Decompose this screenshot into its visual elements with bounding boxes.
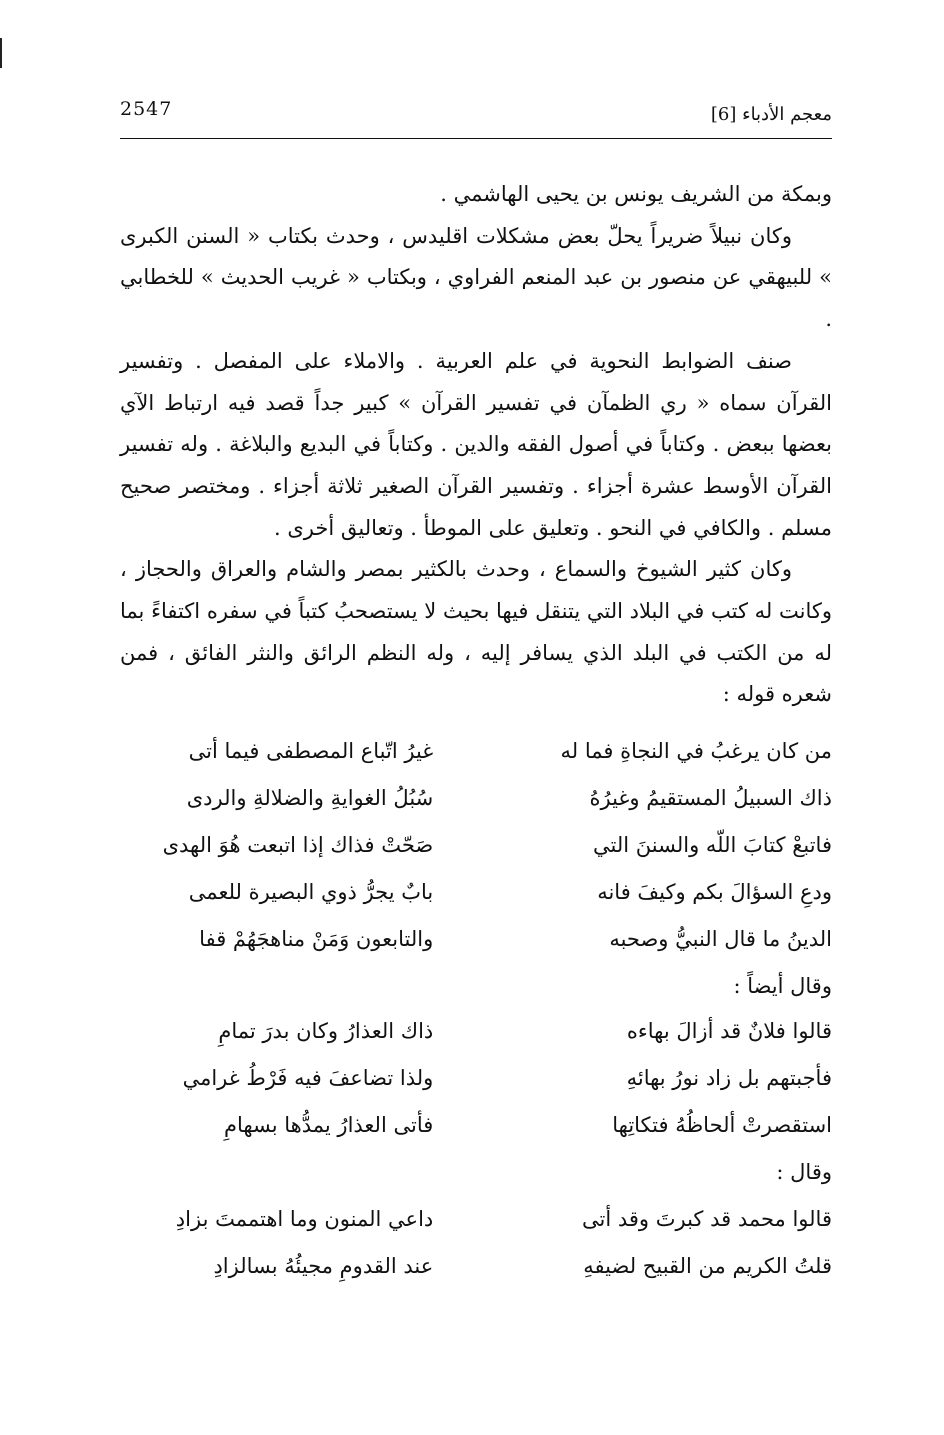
poem-first	[120, 728, 832, 1010]
verse-first-hemistich: ذاك السبيلُ المستقيمُ وغيرُهُ	[589, 786, 832, 810]
verse	[120, 822, 832, 869]
header-rule	[120, 138, 832, 139]
verse	[120, 869, 832, 916]
verse	[120, 1196, 832, 1243]
verse-first-hemistich: فاتبعْ كتابَ اللّه والسننَ التي	[593, 833, 832, 857]
verse-first-hemistich: من كان يرغبُ في النجاةِ فما له	[560, 739, 832, 763]
verse-second-hemistich: فأتى العذارُ يمدُّها بسهامِ	[223, 1113, 434, 1137]
verse	[120, 1243, 832, 1290]
verse-first-hemistich: ودعِ السؤالَ بكم وكيفَ فانه	[597, 880, 832, 904]
scan-edge-mark	[0, 38, 2, 68]
verse	[120, 1055, 832, 1102]
verse-first-hemistich: قلتُ الكريم من القبيح لضيفهِ	[583, 1254, 832, 1278]
verse-first-hemistich: فأجبتهم بل زاد نورُ بهائهِ	[626, 1066, 832, 1090]
page-number: 2547	[120, 98, 173, 120]
verse-first-hemistich: استقصرتْ ألحاظُهُ فتكاتِها	[612, 1113, 832, 1137]
verse-second-hemistich: ذاك العذارُ وكان بدرَ تمامِ	[218, 1019, 434, 1043]
prose-section	[120, 174, 832, 716]
poem-second	[120, 1008, 832, 1196]
verse	[120, 775, 832, 822]
page-header	[120, 96, 832, 136]
verse-second-hemistich: والتابعون وَمَنْ مناهجَهُمْ قفا	[199, 927, 434, 951]
paragraph: وكان كثير الشيوخ والسماع ، وحدث بالكثير بمصر والشام والعراق والحجاز ، وكانت له كتب في البلاد التي يتنقل فيها بحيث لا يستصحبُ كتباً في سفره اكتفاءً بما له من الكتب في البلد الذي يسافر إليه ، وله النظم الرائق والنثر الفائق ، فمن شعره قوله :	[120, 557, 832, 707]
paragraph: وكان نبيلاً ضريراً يحلّ بعض مشكلات اقليدس ، وحدث بكتاب « السنن الكبرى » للبيهقي عن منصور بن عبد المنعم الفراوي ، وبكتاب « غريب الحديث » للخطابي .	[120, 223, 832, 332]
verse-second-hemistich: داعي المنون وما اهتممتَ بزادِ	[175, 1207, 434, 1231]
verse-first-hemistich: قالوا فلانٌ قد أزالَ بهاءه	[626, 1019, 832, 1043]
verse	[120, 1102, 832, 1149]
verse-first-hemistich: الدينُ ما قال النبيُّ وصحبه	[609, 927, 832, 951]
verse	[120, 728, 832, 775]
verse-second-hemistich: بابٌ يجرُّ ذوي البصيرة للعمى	[188, 880, 434, 904]
paragraph: وبمكة من الشريف يونس بن يحيى الهاشمي .	[440, 182, 832, 206]
verse-second-hemistich: ولذا تضاعفَ فيه فَرْطُ غرامي	[182, 1066, 434, 1090]
verse-first-hemistich: قالوا محمد قد كبرتَ وقد أتى	[581, 1207, 832, 1231]
poem-third	[120, 1196, 832, 1290]
verse	[120, 916, 832, 963]
verse	[120, 1008, 832, 1055]
verse-second-hemistich: صَحّتْ فذاك إذا اتبعت هُوَ الهدى	[162, 833, 434, 857]
verse-second-hemistich: سُبُلُ الغوايةِ والضلالةِ والردى	[186, 786, 434, 810]
poem-intro: وقال أيضاً :	[733, 974, 832, 998]
poem-intro: وقال :	[776, 1160, 832, 1184]
running-title: معجم الأدباء [6]	[710, 104, 832, 125]
verse-second-hemistich: عند القدومِ مجيئُهُ بسالزادِ	[213, 1254, 434, 1278]
paragraph: صنف الضوابط النحوية في علم العربية . والاملاء على المفصل . وتفسير القرآن سماه « ري الظمآن في تفسير القرآن » كبير جداً قصد فيه ارتباط الآي بعضها ببعض . وكتاباً في أصول الفقه والدين . وكتاباً في البديع والبلاغة . وله تفسير القرآن الأوسط عشرة أجزاء . وتفسير القرآن الصغير ثلاثة أجزاء . ومختصر صحيح مسلم . والكافي في النحو . وتعليق على الموطأ . وتعاليق أخرى .	[120, 348, 832, 540]
verse-second-hemistich: غيرُ اتّباع المصطفى فيما أتى	[188, 739, 434, 763]
